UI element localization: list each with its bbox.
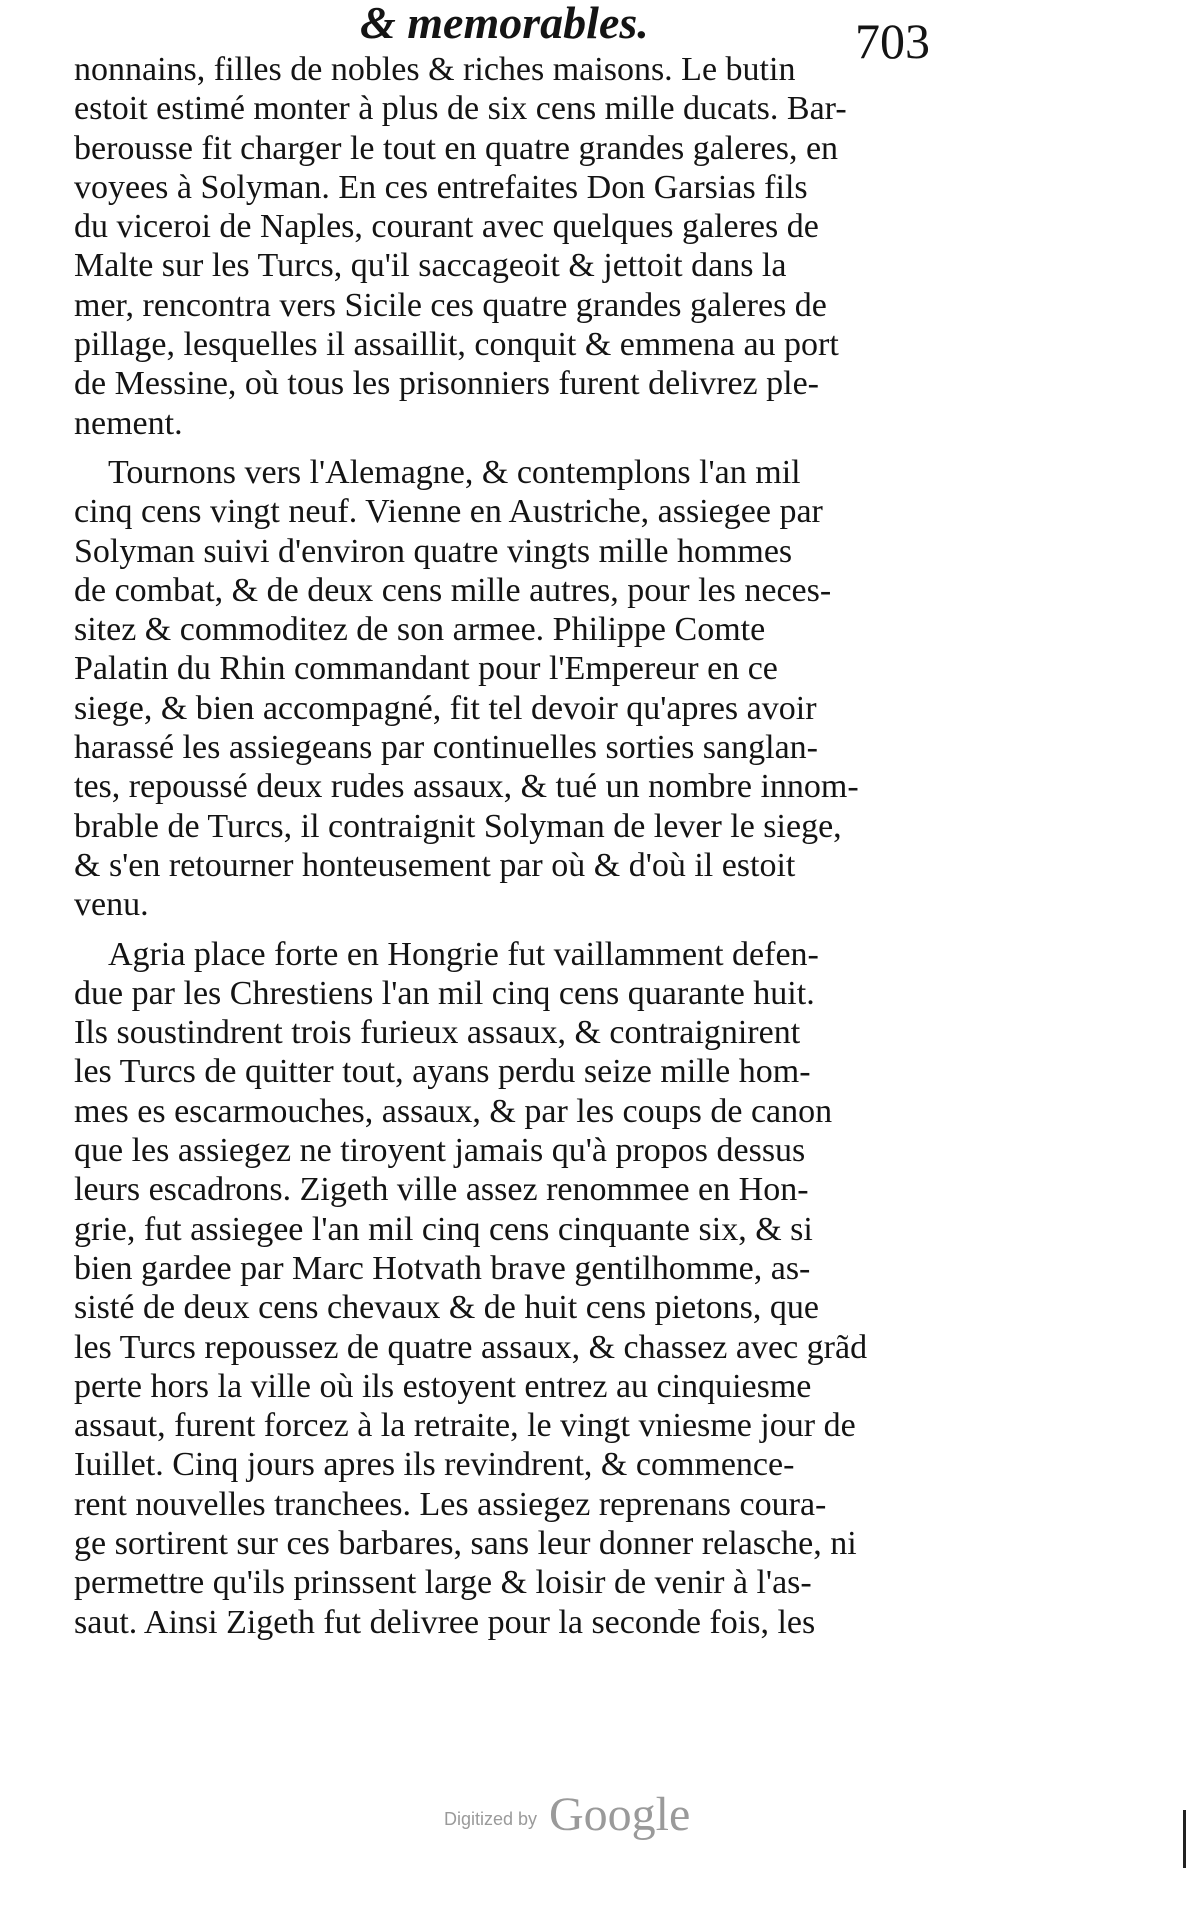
text-line: Tournons vers l'Alemagne, & contemplons l'an mil	[108, 453, 801, 491]
paragraph-gap	[74, 443, 926, 453]
text-line: permettre qu'ils prinssent large & loisir de venir à l'as-	[74, 1564, 812, 1602]
text-line: Palatin du Rhin commandant pour l'Empereur en ce	[74, 650, 778, 688]
text-line: berousse fit charger le tout en quatre grandes galeres, en	[74, 129, 839, 167]
text-line: Ils soustindrent trois furieux assaux, & contraignirent	[74, 1014, 801, 1052]
text-line: nonnains, filles de nobles & riches maisons. Le butin	[74, 51, 796, 88]
text-line: assaut, furent forcez à la retraite, le vingt vniesme jour de	[74, 1407, 856, 1445]
text-line: venu.	[74, 886, 149, 924]
paragraph	[74, 935, 926, 1642]
paragraph	[74, 50, 926, 443]
text-line: sitez & commoditez de son armee. Philippe Comte	[74, 611, 766, 649]
text-line: Solyman suivi d'environ quatre vingts mille hommes	[74, 532, 793, 570]
text-line: rent nouvelles tranchees. Les assiegez reprenans coura-	[74, 1485, 827, 1523]
text-line: les Turcs de quitter tout, ayans perdu seize mille hom-	[74, 1053, 811, 1091]
running-head: & memorables.	[360, 0, 649, 48]
text-line: les Turcs repoussez de quatre assaux, & chassez avec grãd	[74, 1328, 868, 1366]
text-line: nement.	[74, 404, 183, 442]
text-line: bien gardee par Marc Hotvath brave gentilhomme, as-	[74, 1249, 811, 1287]
paragraph	[74, 453, 926, 925]
text-line: voyees à Solyman. En ces entrefaites Don Garsias fils	[74, 168, 808, 206]
text-line: mer, rencontra vers Sicile ces quatre grandes galeres de	[74, 286, 827, 324]
body-text	[74, 50, 926, 1642]
text-line: siege, & bien accompagné, fit tel devoir qu'apres avoir	[74, 689, 817, 727]
text-line: du viceroi de Naples, courant avec quelques galeres de	[74, 208, 819, 246]
text-line: de combat, & de deux cens mille autres, pour les neces-	[74, 571, 832, 609]
text-line: brable de Turcs, il contraignit Solyman de lever le siege,	[74, 807, 842, 845]
page-number: 703	[855, 13, 930, 69]
text-line: pillage, lesquelles il assaillit, conquit & emmena au port	[74, 326, 839, 364]
text-line: grie, fut assiegee l'an mil cinq cens cinquante six, & si	[74, 1210, 813, 1248]
paragraph-gap	[74, 925, 926, 935]
digitized-by-label: Digitized by	[444, 1809, 538, 1829]
text-line: Iuillet. Cinq jours apres ils revindrent, & commence-	[74, 1446, 795, 1484]
text-line: estoit estimé monter à plus de six cens mille ducats. Bar-	[74, 90, 847, 128]
google-logo: Google	[549, 1788, 691, 1841]
text-line: & s'en retourner honteusement par où & d'où il estoit	[74, 846, 796, 884]
text-line: Malte sur les Turcs, qu'il saccageoit & jettoit dans la	[74, 247, 787, 285]
text-line: harassé les assiegeans par continuelles sorties sanglan-	[74, 729, 818, 767]
text-line: sisté de deux cens chevaux & de huit cens pietons, que	[74, 1289, 819, 1327]
text-line: mes es escarmouches, assaux, & par les coups de canon	[74, 1092, 833, 1130]
text-line: de Messine, où tous les prisonniers furent delivrez ple-	[74, 365, 819, 403]
text-line: Agria place forte en Hongrie fut vaillamment defen-	[108, 935, 819, 973]
text-line: saut. Ainsi Zigeth fut delivree pour la seconde fois, les	[74, 1603, 816, 1641]
scan-edge-mark	[1183, 1810, 1186, 1868]
text-line: leurs escadrons. Zigeth ville assez renommee en Hon-	[74, 1171, 809, 1209]
text-line: que les assiegez ne tiroyent jamais qu'à propos dessus	[74, 1132, 806, 1170]
text-line: due par les Chrestiens l'an mil cinq cens quarante huit.	[74, 974, 815, 1012]
text-line: perte hors la ville où ils estoyent entrez au cinquiesme	[74, 1367, 812, 1405]
text-line: cinq cens vingt neuf. Vienne en Austriche, assiegee par	[74, 493, 823, 531]
text-line: ge sortirent sur ces barbares, sans leur donner relasche, ni	[74, 1524, 857, 1562]
text-line: tes, repoussé deux rudes assaux, & tué un nombre innom-	[74, 768, 859, 806]
